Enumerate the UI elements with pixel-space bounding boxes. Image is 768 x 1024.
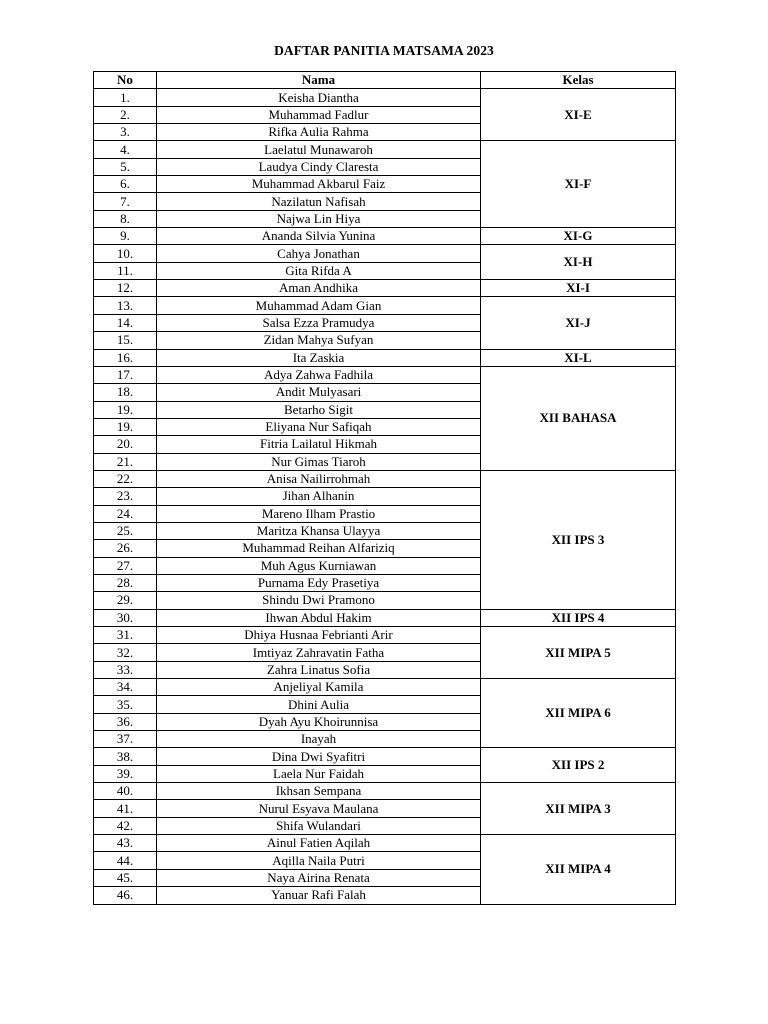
class-cell: XI-E [481,89,676,141]
row-number: 5. [94,158,157,175]
row-number: 1. [94,89,157,106]
header-kelas: Kelas [481,72,676,89]
member-name: Keisha Diantha [157,89,481,106]
row-number: 7. [94,193,157,210]
class-cell: XI-I [481,280,676,297]
row-number: 3. [94,124,157,141]
header-nama: Nama [157,72,481,89]
row-number: 42. [94,817,157,834]
member-name: Ihwan Abdul Hakim [157,609,481,626]
row-number: 37. [94,731,157,748]
member-name: Maritza Khansa Ulayya [157,522,481,539]
row-number: 46. [94,887,157,904]
member-name: Naya Airina Renata [157,869,481,886]
member-name: Imtiyaz Zahravatin Fatha [157,644,481,661]
member-name: Shifa Wulandari [157,817,481,834]
member-name: Dina Dwi Syafitri [157,748,481,765]
member-name: Laela Nur Faidah [157,765,481,782]
class-cell: XII IPS 2 [481,748,676,783]
row-number: 17. [94,366,157,383]
row-number: 11. [94,262,157,279]
table-row [94,627,676,644]
table-row [94,679,676,696]
table-body [94,89,676,904]
member-name: Muh Agus Kurniawan [157,557,481,574]
row-number: 39. [94,765,157,782]
member-name: Laelatul Munawaroh [157,141,481,158]
row-number: 2. [94,106,157,123]
table-row [94,228,676,245]
member-name: Ainul Fatien Aqilah [157,835,481,852]
row-number: 27. [94,557,157,574]
row-number: 15. [94,332,157,349]
table-row [94,783,676,800]
member-name: Najwa Lin Hiya [157,210,481,227]
class-cell: XII MIPA 3 [481,783,676,835]
row-number: 33. [94,661,157,678]
member-name: Nazilatun Nafisah [157,193,481,210]
row-number: 8. [94,210,157,227]
member-name: Anjeliyal Kamila [157,679,481,696]
member-name: Muhammad Akbarul Faiz [157,176,481,193]
row-number: 16. [94,349,157,366]
member-name: Anisa Nailirrohmah [157,470,481,487]
member-name: Zidan Mahya Sufyan [157,332,481,349]
member-name: Inayah [157,731,481,748]
member-name: Aqilla Naila Putri [157,852,481,869]
table-row [94,245,676,262]
member-name: Gita Rifda A [157,262,481,279]
member-name: Eliyana Nur Safiqah [157,418,481,435]
class-cell: XII MIPA 4 [481,835,676,904]
member-name: Adya Zahwa Fadhila [157,366,481,383]
row-number: 31. [94,627,157,644]
row-number: 19. [94,401,157,418]
table-row [94,366,676,383]
member-name: Zahra Linatus Sofia [157,661,481,678]
member-name: Aman Andhika [157,280,481,297]
table-row [94,141,676,158]
table-row [94,297,676,314]
class-cell: XII IPS 3 [481,470,676,609]
member-name: Ananda Silvia Yunina [157,228,481,245]
document-title: DAFTAR PANITIA MATSAMA 2023 [274,43,494,58]
class-cell: XI-G [481,228,676,245]
member-name: Mareno Ilham Prastio [157,505,481,522]
row-number: 19. [94,418,157,435]
row-number: 29. [94,592,157,609]
class-cell: XI-H [481,245,676,280]
row-number: 34. [94,679,157,696]
table-row [94,609,676,626]
row-number: 12. [94,280,157,297]
row-number: 32. [94,644,157,661]
row-number: 26. [94,540,157,557]
member-name: Muhammad Adam Gian [157,297,481,314]
member-name: Fitria Lailatul Hikmah [157,436,481,453]
row-number: 45. [94,869,157,886]
member-name: Cahya Jonathan [157,245,481,262]
row-number: 9. [94,228,157,245]
row-number: 40. [94,783,157,800]
member-name: Dhiya Husnaa Febrianti Arir [157,627,481,644]
table-row [94,748,676,765]
class-cell: XII MIPA 6 [481,679,676,748]
row-number: 43. [94,835,157,852]
row-number: 24. [94,505,157,522]
member-name: Jihan Alhanin [157,488,481,505]
row-number: 36. [94,713,157,730]
class-cell: XI-L [481,349,676,366]
row-number: 10. [94,245,157,262]
committee-table [93,71,676,905]
row-number: 38. [94,748,157,765]
header-no: No [94,72,157,89]
class-cell: XII IPS 4 [481,609,676,626]
row-number: 35. [94,696,157,713]
row-number: 44. [94,852,157,869]
class-cell: XII MIPA 5 [481,627,676,679]
row-number: 22. [94,470,157,487]
member-name: Ita Zaskia [157,349,481,366]
member-name: Muhammad Reihan Alfariziq [157,540,481,557]
member-name: Andit Mulyasari [157,384,481,401]
member-name: Shindu Dwi Pramono [157,592,481,609]
table-row [94,280,676,297]
member-name: Salsa Ezza Pramudya [157,314,481,331]
member-name: Dyah Ayu Khoirunnisa [157,713,481,730]
row-number: 14. [94,314,157,331]
row-number: 41. [94,800,157,817]
member-name: Nurul Esyava Maulana [157,800,481,817]
member-name: Muhammad Fadlur [157,106,481,123]
row-number: 21. [94,453,157,470]
member-name: Yanuar Rafi Falah [157,887,481,904]
row-number: 13. [94,297,157,314]
row-number: 6. [94,176,157,193]
row-number: 25. [94,522,157,539]
row-number: 23. [94,488,157,505]
row-number: 30. [94,609,157,626]
row-number: 18. [94,384,157,401]
row-number: 20. [94,436,157,453]
class-cell: XI-J [481,297,676,349]
table-row [94,89,676,106]
row-number: 28. [94,574,157,591]
class-cell: XI-F [481,141,676,228]
member-name: Nur Gimas Tiaroh [157,453,481,470]
member-name: Rifka Aulia Rahma [157,124,481,141]
table-row [94,470,676,487]
table-row [94,835,676,852]
member-name: Dhini Aulia [157,696,481,713]
member-name: Purnama Edy Prasetiya [157,574,481,591]
table-header-row [94,72,676,89]
member-name: Laudya Cindy Claresta [157,158,481,175]
table-row [94,349,676,366]
class-cell: XII BAHASA [481,366,676,470]
member-name: Betarho Sigit [157,401,481,418]
member-name: Ikhsan Sempana [157,783,481,800]
row-number: 4. [94,141,157,158]
